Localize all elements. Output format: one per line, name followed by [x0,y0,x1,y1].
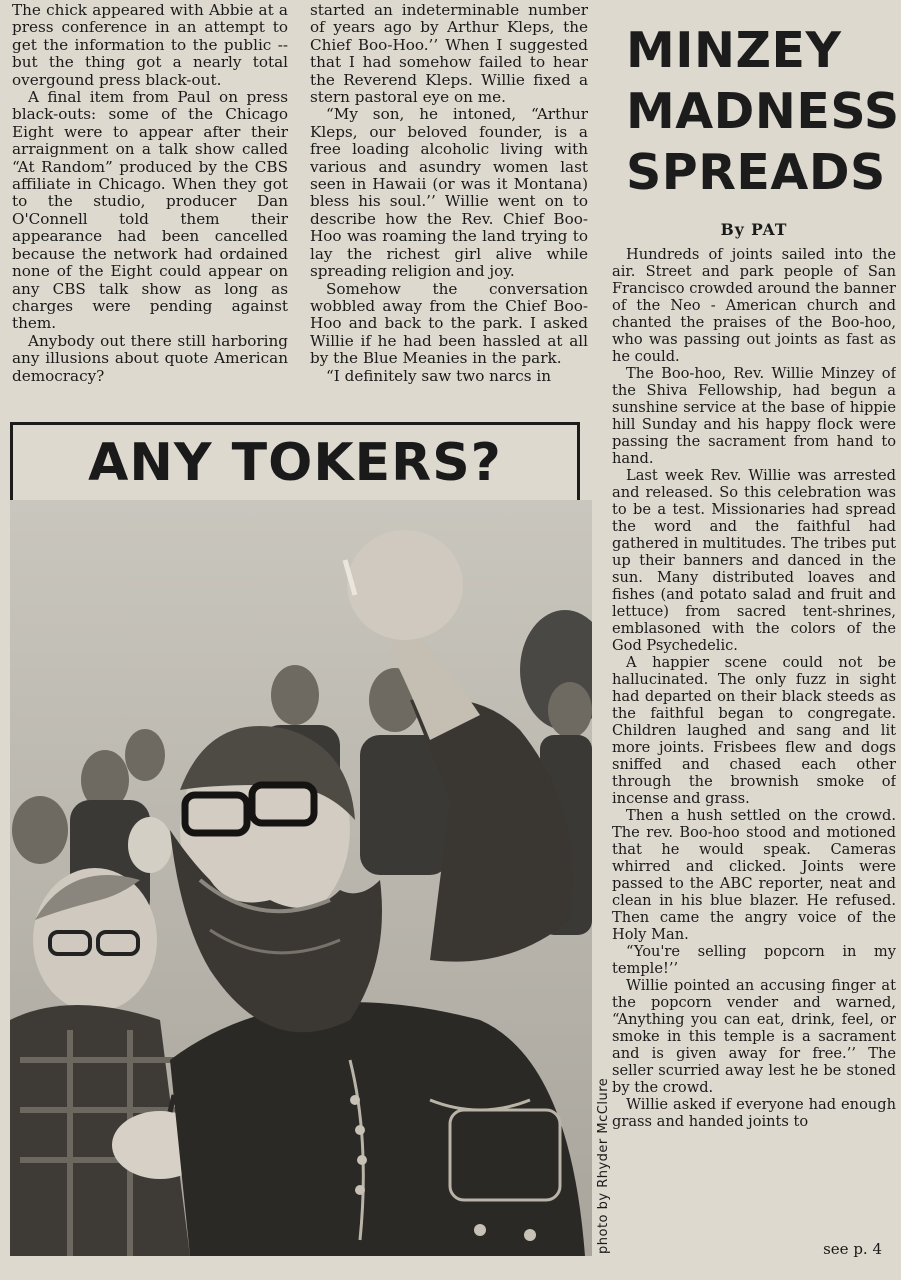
photo-illustration [10,500,592,1256]
paragraph: “You're selling popcorn in my temple!’’ [612,943,896,977]
photo-headline-box [10,422,580,500]
paragraph: A happier scene could not be hallucinated. The only fuzz in sight had departed on their black steeds as the faithful began to congregate. Children laughed and sang and lit more joints. Frisbees flew and dogs sniffed and chased each other through the brownish smoke of incense and grass. [612,654,896,807]
paragraph: The Boo-hoo, Rev. Willie Minzey of the Shiva Fellowship, had begun a sunshine service at the base of hippie hill Sunday and his happy flock were passing the sacrament from hand to hand. [612,365,896,467]
paragraph: Willie pointed an accusing finger at the popcorn vender and warned, “Anything you can eat, drink, feel, or smoke in this temple is a sacrament and is given away for free.’’ The seller scurried away lest he be stoned by the crowd. [612,977,896,1096]
headline [626,20,900,203]
photo-credit-text: photo by Rhyder McClure [596,1077,611,1254]
byline: By PAT [720,220,788,239]
news-photo [10,500,592,1256]
article-column-middle [310,2,588,420]
headline-line: MADNESS [626,83,900,140]
paragraph: A final item from Paul on press black-outs: some of the Chicago Eight were to appear after their arraignment on a talk show called “At Random” produced by the CBS affiliate in Chicago. When they got to the studio, producer Dan O'Connell told them their appearance had been cancelled because the network had ordained none of the Eight could appear on any CBS talk show as long as charges were pending against them. [12,88,288,333]
paragraph: Then a hush settled on the crowd. The rev. Boo-hoo stood and motioned that he would speak. Cameras whirred and clicked. Joints were passed to the ABC reporter, neat and clean in his blue blazer. He refused. Then came the angry voice of the Holy Man. [612,807,896,943]
paragraph: started an indeterminable number of years ago by Arthur Kleps, the Chief Boo-Hoo.’’ When I suggested that I had somehow failed to hear the Reverend Kleps. Willie fixed a stern pastoral eye on me. [310,2,588,107]
headline-line: SPREADS [626,144,886,201]
paragraph: Somehow the conversation wobbled away from the Chief Boo-Hoo and back to the park. I asked Willie if he had been hassled at all by the Blue Meanies in the park. [310,279,588,368]
article-column-left [12,2,288,420]
paragraph: “My son, he intoned, “Arthur Kleps, our beloved founder, is a free loading alcoholic living with various and asundry women last seen in Hawaii (or was it Montana) bless his soul.’’ Willie went on to describe how the Rev. Chief Boo-Hoo was roaming the land trying to lay the richest girl alive while spreading religion and joy. [310,105,588,281]
paragraph: Anybody out there still harboring any illusions about quote American democracy? [12,331,288,385]
photo-headline: ANY TOKERS? [88,433,502,493]
paragraph: Willie asked if everyone had enough grass and handed joints to [612,1096,896,1130]
paragraph: “I definitely saw two narcs in [326,366,552,385]
photo-credit [594,1040,614,1256]
article-column-right [612,246,896,1266]
paragraph: Last week Rev. Willie was arrested and released. So this celebration was to be a test. Missionaries had spread the word and the faithful had gathered in multitudes. The tribes put up their banners and danced in the sun. Many distributed loaves and fishes (and potato salad and fruit and lettuce) from sacred tent-shrines, emblasoned with the colors of the God Psychedelic. [612,467,896,654]
headline-line: MINZEY [626,22,842,79]
paragraph: Hundreds of joints sailed into the air. Street and park people of San Francisco crowded around the banner of the Neo - American church and chanted the praises of the Boo-hoo, who was passing out joints as fast as he could. [612,246,896,365]
continued-label: see p. 4 [823,1240,882,1258]
paragraph: The chick appeared with Abbie at a press conference in an attempt to get the information to the public -- but the thing got a nearly total overgound press black-out. [12,2,288,89]
